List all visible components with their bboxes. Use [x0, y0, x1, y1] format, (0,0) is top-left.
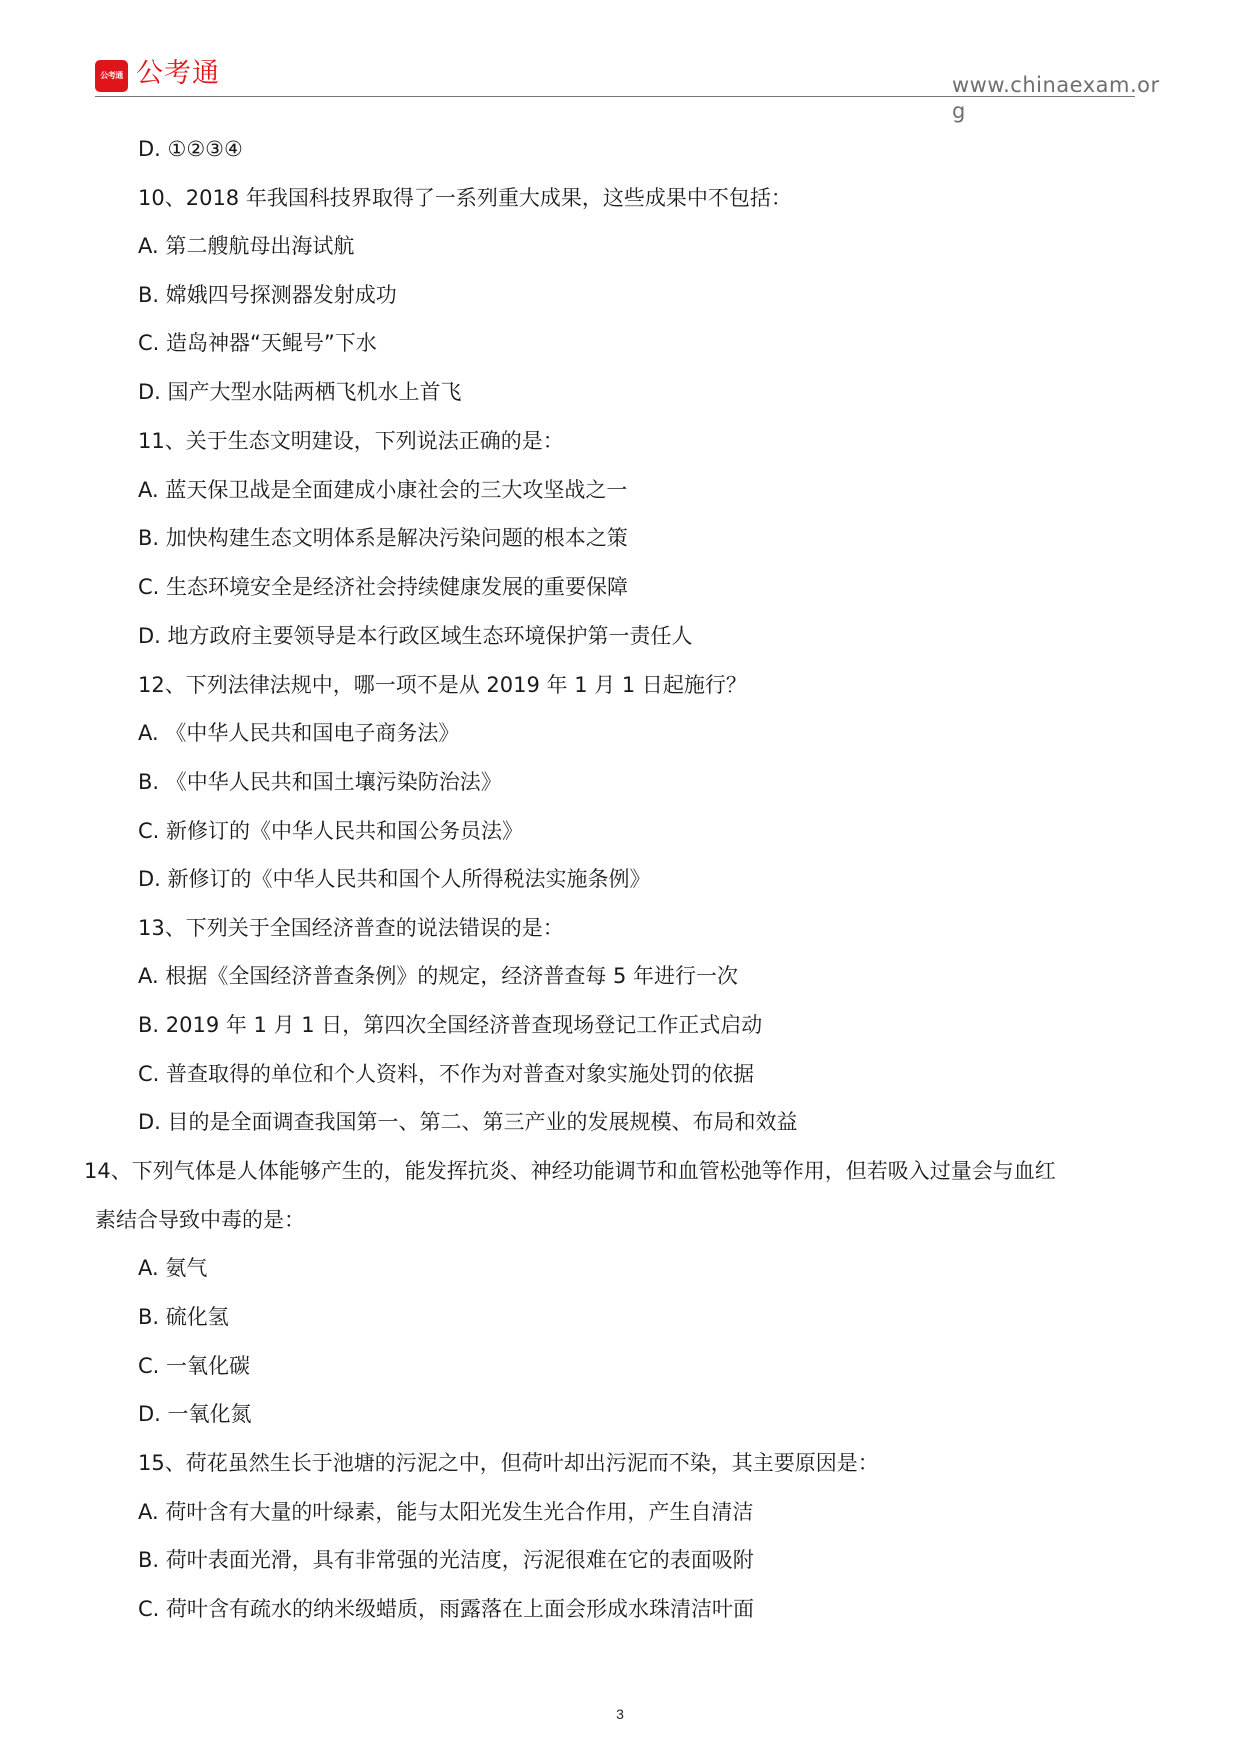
answer-option: B. 2019 年 1 月 1 日，第四次全国经济普查现场登记工作正式启动	[138, 1013, 763, 1037]
answer-option: C. 新修订的《中华人民共和国公务员法》	[138, 819, 524, 843]
answer-option: A. 根据《全国经济普查条例》的规定，经济普查每 5 年进行一次	[138, 964, 739, 988]
question-text: 12、下列法律法规中，哪一项不是从 2019 年 1 月 1 日起施行？	[138, 673, 747, 697]
question-text: 14、下列气体是人体能够产生的，能发挥抗炎、神经功能调节和血管松弛等作用，但若吸入过量会与血红	[84, 1159, 1056, 1183]
answer-option: C. 荷叶含有疏水的纳米级蜡质，雨露落在上面会形成水珠清洁叶面	[138, 1597, 755, 1621]
answer-option: A. 蓝天保卫战是全面建成小康社会的三大攻坚战之一	[138, 478, 628, 502]
answer-option: C. 生态环境安全是经济社会持续健康发展的重要保障	[138, 575, 629, 599]
answer-option: A. 荷叶含有大量的叶绿素，能与太阳光发生光合作用，产生自清洁	[138, 1500, 754, 1524]
answer-option: B. 荷叶表面光滑，具有非常强的光洁度，污泥很难在它的表面吸附	[138, 1548, 754, 1572]
page-number: 3	[616, 1706, 624, 1722]
answer-option: D. 国产大型水陆两栖飞机水上首飞	[138, 380, 462, 404]
question-text: 15、荷花虽然生长于池塘的污泥之中，但荷叶却出污泥而不染，其主要原因是：	[138, 1451, 879, 1475]
logo-badge-icon: 公考通	[95, 60, 128, 92]
page-header	[0, 0, 1240, 130]
logo-text: 公考通	[136, 58, 220, 89]
answer-option: D. 目的是全面调查我国第一、第二、第三产业的发展规模、布局和效益	[138, 1110, 798, 1134]
answer-option: C. 造岛神器“天鲲号”下水	[138, 331, 377, 355]
answer-option: C. 普查取得的单位和个人资料，不作为对普查对象实施处罚的依据	[138, 1062, 755, 1086]
site-url: www.chinaexam.org	[952, 73, 1160, 123]
answer-option: B. 《中华人民共和国土壤污染防治法》	[138, 770, 502, 794]
answer-option: B. 嫦娥四号探测器发射成功	[138, 283, 397, 307]
answer-option: D. ①②③④	[138, 137, 243, 161]
answer-option: B. 硫化氢	[138, 1305, 229, 1329]
answer-option: B. 加快构建生态文明体系是解决污染问题的根本之策	[138, 526, 628, 550]
answer-option: D. 一氧化氮	[138, 1402, 252, 1426]
answer-option: A. 第二艘航母出海试航	[138, 234, 355, 258]
answer-option: A. 《中华人民共和国电子商务法》	[138, 721, 460, 745]
question-text: 10、2018 年我国科技界取得了一系列重大成果，这些成果中不包括：	[138, 186, 792, 210]
answer-option: A. 氨气	[138, 1256, 208, 1280]
question-text: 13、下列关于全国经济普查的说法错误的是：	[138, 916, 564, 940]
answer-option: C. 一氧化碳	[138, 1354, 251, 1378]
question-text: 11、关于生态文明建设，下列说法正确的是：	[138, 429, 564, 453]
answer-option: D. 地方政府主要领导是本行政区域生态环境保护第一责任人	[138, 624, 693, 648]
answer-option: D. 新修订的《中华人民共和国个人所得税法实施条例》	[138, 867, 651, 891]
question-text-continuation: 素结合导致中毒的是：	[95, 1208, 305, 1232]
